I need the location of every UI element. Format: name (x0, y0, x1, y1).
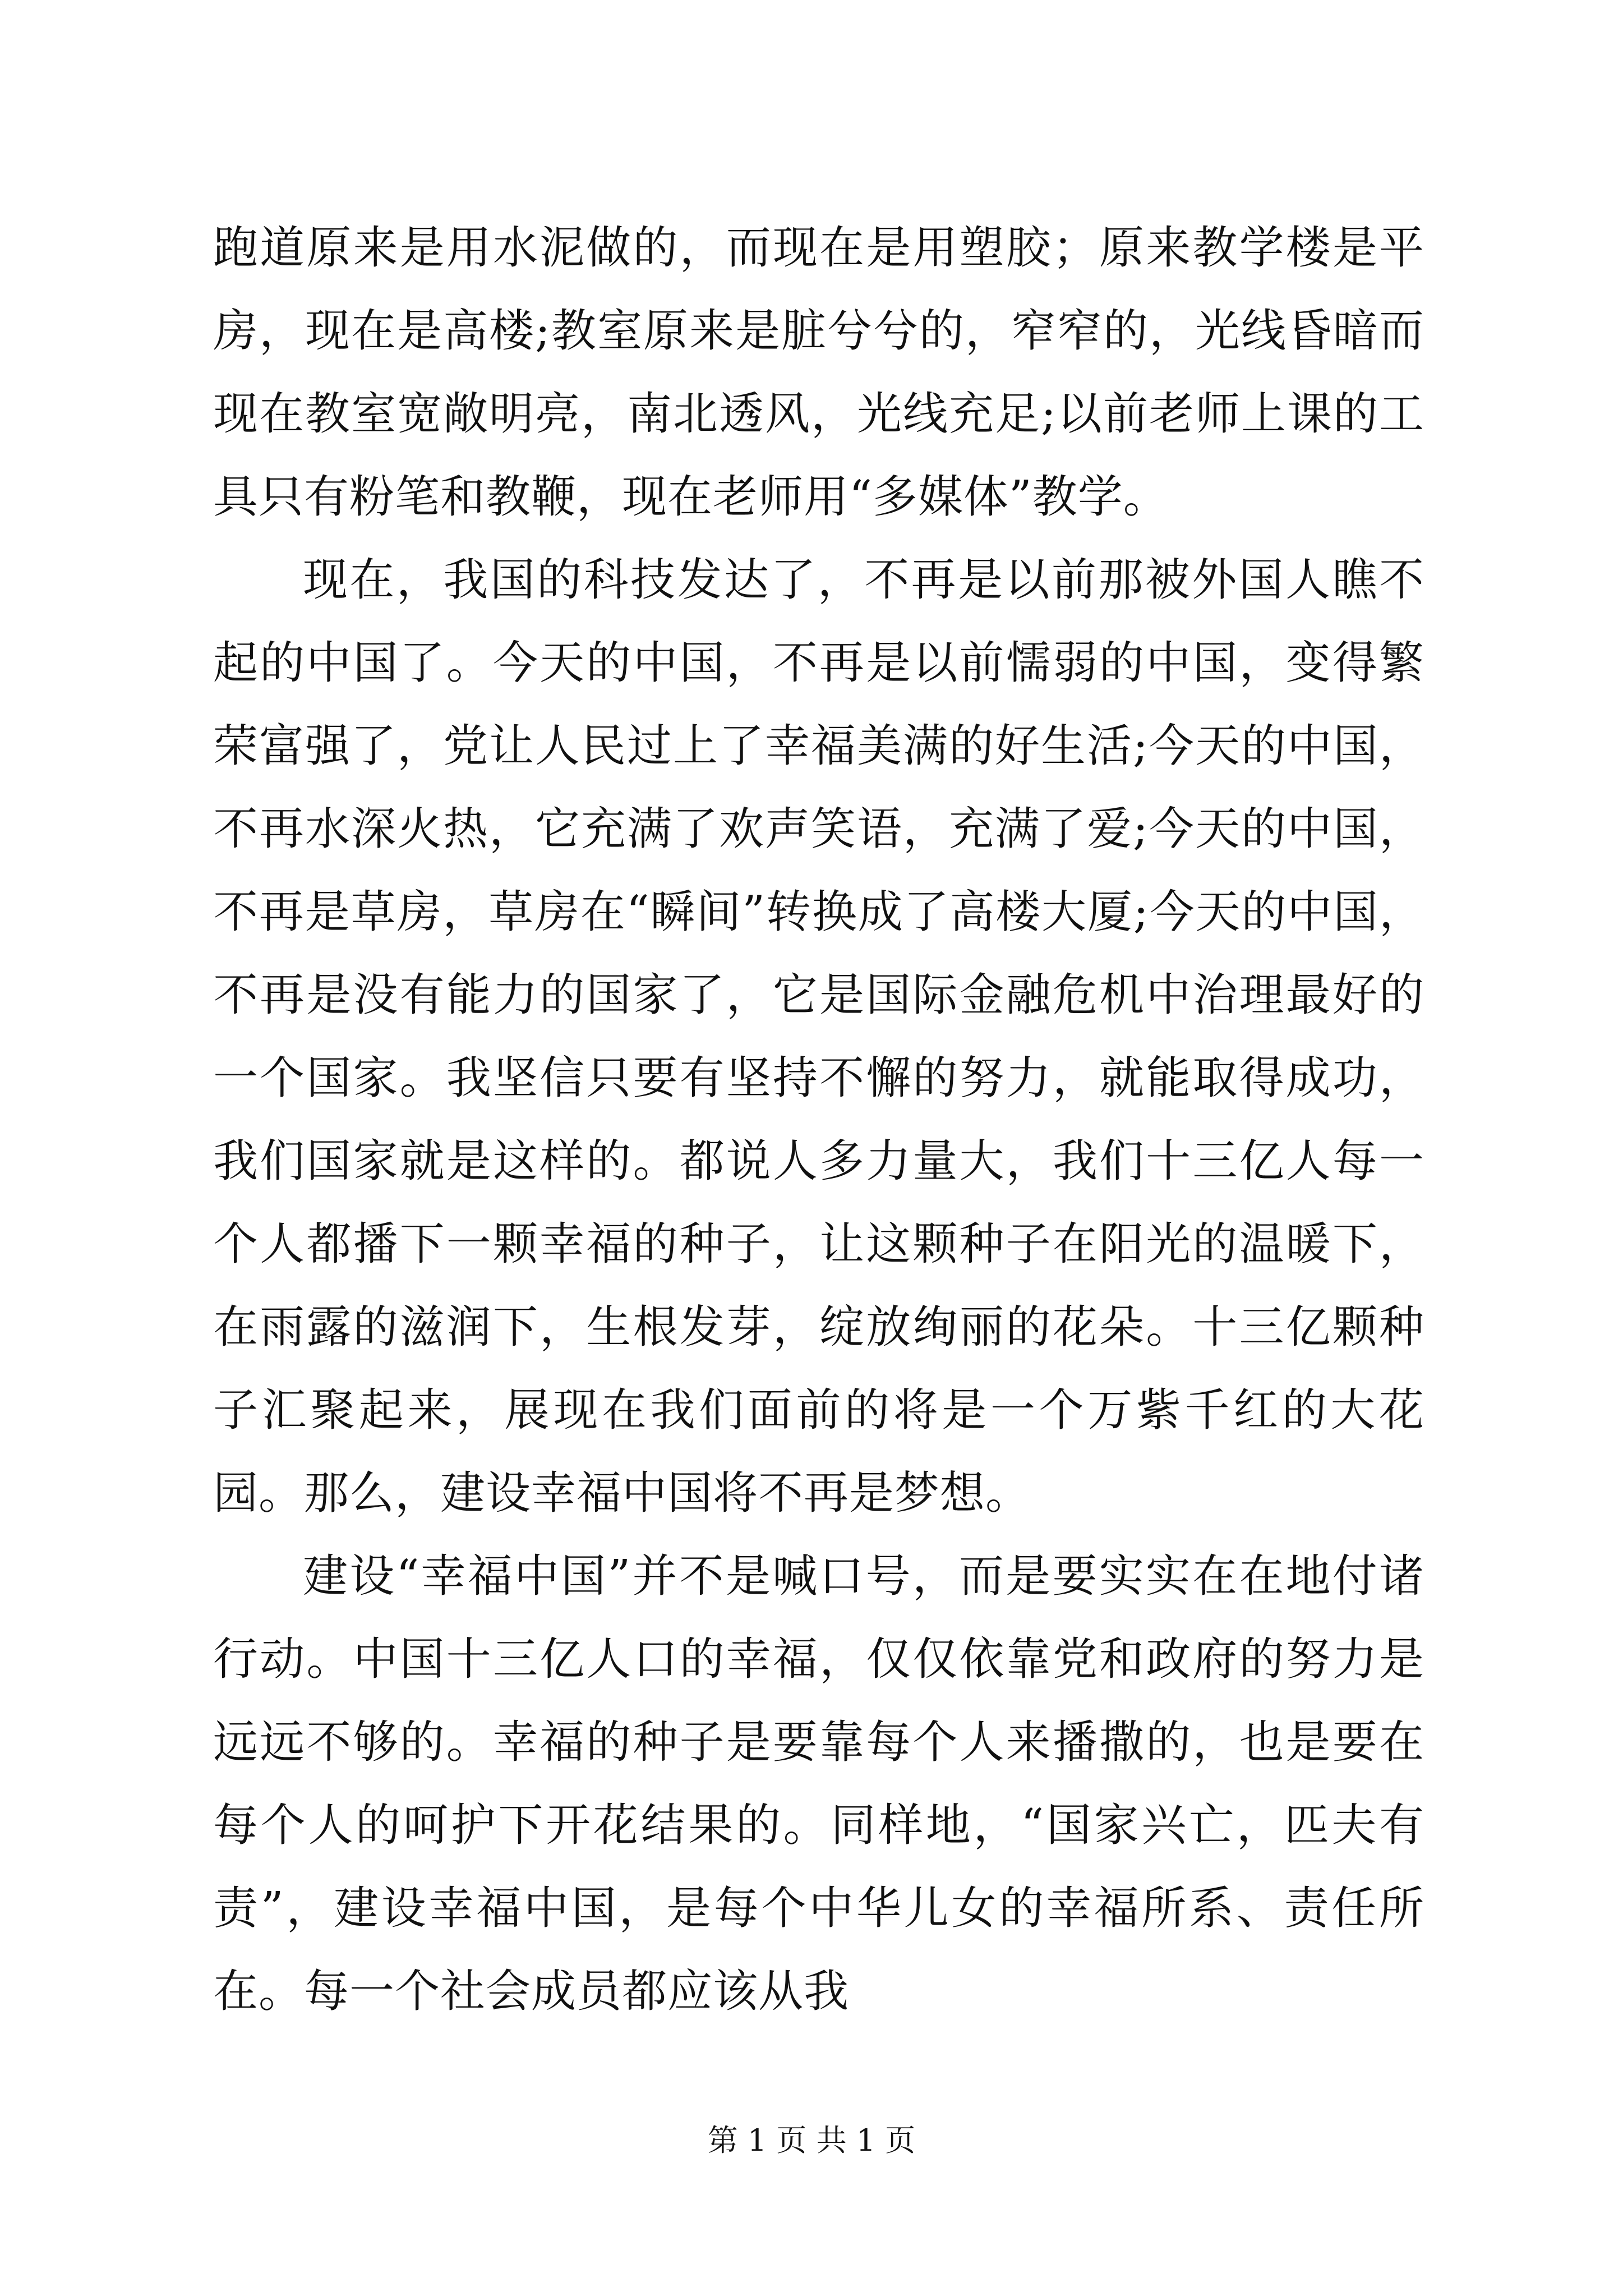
paragraph-3: 建设“幸福中国”并不是喊口号，而是要实实在在地付诸行动。中国十三亿人口的幸福，仅仅依靠党和政府的努力是远远不够的。幸福的种子是要靠每个人来播撒的，也是要在每个人的呵护下开花结果的。同样地，“国家兴亡，匹夫有责”，建设幸福中国，是每个中华儿女的幸福所系、责任所在。每一个社会成员都应该从我 (213, 1550, 1424, 2017)
document-body (213, 206, 1424, 2033)
paragraph-2: 现在，我国的科技发达了，不再是以前那被外国人瞧不起的中国了。今天的中国，不再是以前懦弱的中国，变得繁荣富强了，党让人民过上了幸福美满的好生活;今天的中国，不再水深火热，它充满了欢声笑语，充满了爱;今天的中国，不再是草房，草房在“瞬间”转换成了高楼大厦;今天的中国，不再是没有能力的国家了，它是国际金融危机中治理最好的一个国家。我坚信只要有坚持不懈的努力，就能取得成功，我们国家就是这样的。都说人多力量大，我们十三亿人每一个人都播下一颗幸福的种子，让这颗种子在阳光的温暖下，在雨露的滋润下，生根发芽，绽放绚丽的花朵。十三亿颗种子汇聚起来，展现在我们面前的将是一个万紫千红的大花园。那么，建设幸福中国将不再是梦想。 (213, 554, 1424, 1519)
page-number-footer: 第 1 页 共 1 页 (707, 2123, 916, 2158)
paragraph-1: 跑道原来是用水泥做的，而现在是用塑胶；原来教学楼是平房，现在是高楼;教室原来是脏兮兮的，窄窄的，光线昏暗而现在教室宽敞明亮，南北透风，光线充足;以前老师上课的工具只有粉笔和教鞭，现在老师用“多媒体”教学。 (213, 222, 1424, 523)
